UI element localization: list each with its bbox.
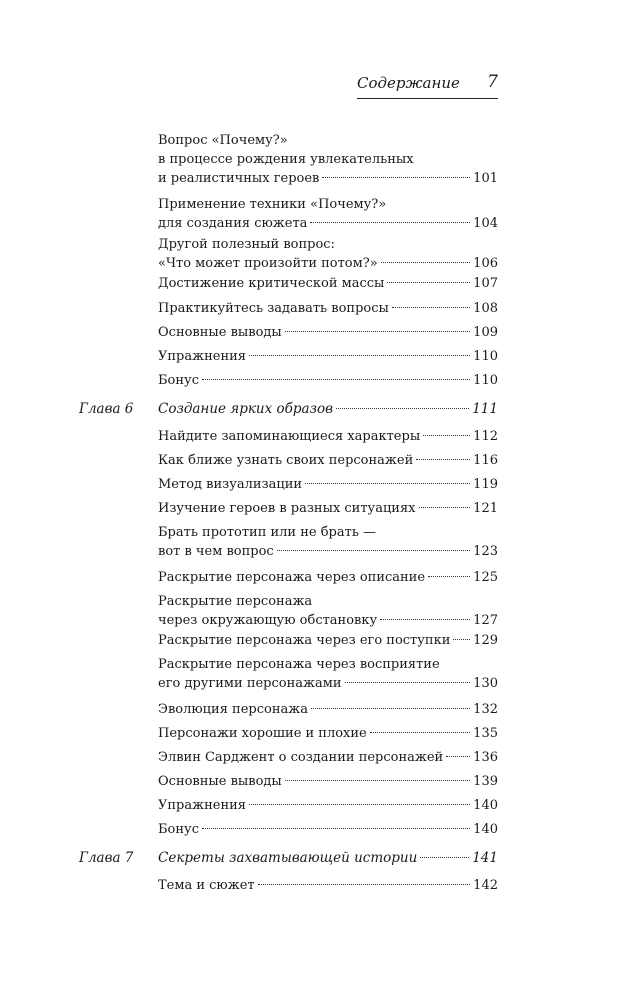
- toc-entry-text: Создание ярких образов: [158, 401, 333, 417]
- toc-entry-text: для создания сюжета: [158, 216, 308, 231]
- toc-page-number: 123: [473, 544, 498, 559]
- toc-entry-text: Метод визуализации: [158, 477, 303, 492]
- dot-leader: [381, 262, 471, 263]
- toc-entry[interactable]: [158, 655, 498, 693]
- toc-entry-text: Бонус: [158, 822, 199, 837]
- toc-page-number: 121: [473, 501, 498, 516]
- toc-entry[interactable]: [158, 195, 498, 233]
- dot-leader: [277, 550, 470, 551]
- running-head-title: Содержание: [357, 74, 460, 92]
- toc-entry[interactable]: [158, 235, 498, 273]
- toc-entry[interactable]: [158, 347, 498, 366]
- toc-entry-text: и реалистичных героев: [158, 171, 320, 186]
- toc-chapter-entry[interactable]: [158, 400, 498, 419]
- toc-page-number: 140: [473, 798, 498, 813]
- toc-entry[interactable]: [158, 299, 498, 318]
- toc-entry-text: Основные выводы: [158, 774, 282, 789]
- dot-leader: [419, 507, 471, 508]
- toc-entry-text: Персонажи хорошие и плохие: [158, 726, 367, 741]
- toc-page-number: 107: [473, 276, 498, 291]
- dot-leader: [285, 780, 470, 781]
- toc-entry-text: Раскрытие персонажа через его поступки: [158, 633, 451, 648]
- toc-page-number: 140: [473, 822, 498, 837]
- toc-entry[interactable]: [158, 631, 498, 650]
- toc-page-number: 141: [472, 850, 498, 866]
- dot-leader: [336, 408, 469, 409]
- toc-page-number: 104: [473, 216, 498, 231]
- toc-page-number: 142: [473, 878, 498, 893]
- dot-leader: [345, 682, 471, 683]
- toc-entry-text: Упражнения: [158, 349, 246, 364]
- toc-entry-text: Упражнения: [158, 798, 246, 813]
- toc-page-number: 135: [473, 726, 498, 741]
- toc-entry-text: Как ближе узнать своих персонажей: [158, 453, 414, 468]
- toc-page-number: 116: [473, 453, 498, 468]
- toc-entry[interactable]: [158, 371, 498, 390]
- dot-leader: [249, 355, 470, 356]
- dot-leader: [380, 619, 470, 620]
- toc-entry-text: Бонус: [158, 373, 199, 388]
- dot-leader: [416, 459, 470, 460]
- dot-leader: [423, 435, 470, 436]
- toc-entry[interactable]: [158, 820, 498, 839]
- toc-page-number: 110: [473, 373, 498, 388]
- toc-entry-text: Вопрос «Почему?»: [158, 133, 288, 148]
- toc-entry[interactable]: [158, 724, 498, 743]
- toc-entry[interactable]: [158, 131, 498, 188]
- dot-leader: [249, 804, 470, 805]
- toc-entry[interactable]: [158, 592, 498, 630]
- dot-leader: [453, 639, 470, 640]
- chapter-label: Глава 6: [79, 401, 134, 417]
- dot-leader: [202, 828, 470, 829]
- dot-leader: [305, 483, 470, 484]
- toc-entry-text: «Что может произойти потом?»: [158, 256, 378, 271]
- toc-page-number: 110: [473, 349, 498, 364]
- toc-entry[interactable]: [158, 451, 498, 470]
- toc-entry-text: Практикуйтесь задавать вопросы: [158, 301, 389, 316]
- toc-page-number: 119: [473, 477, 498, 492]
- toc-entry[interactable]: [158, 748, 498, 767]
- toc-entry-text: Раскрытие персонажа через восприятие: [158, 657, 440, 672]
- toc-entry-text: в процессе рождения увлекательных: [158, 152, 414, 167]
- toc-chapter-entry[interactable]: [158, 849, 498, 868]
- toc-entry-text: Найдите запоминающиеся характеры: [158, 429, 421, 444]
- dot-leader: [258, 884, 471, 885]
- toc-entry[interactable]: [158, 876, 498, 895]
- toc-entry[interactable]: [158, 568, 498, 587]
- toc-entry[interactable]: [158, 274, 498, 293]
- dot-leader: [387, 282, 470, 283]
- toc-entry[interactable]: [158, 523, 498, 561]
- toc-page-number: 112: [473, 429, 498, 444]
- toc-entry-text: Брать прототип или не брать —: [158, 525, 377, 540]
- dot-leader: [311, 708, 470, 709]
- chapter-label: Глава 7: [79, 850, 134, 866]
- toc-entry-text: Другой полезный вопрос:: [158, 237, 335, 252]
- page-number: 7: [487, 72, 498, 92]
- toc-entry-text: Применение техники «Почему?»: [158, 197, 387, 212]
- toc-page-number: 130: [473, 676, 498, 691]
- dot-leader: [420, 857, 469, 858]
- toc-entry-text: Основные выводы: [158, 325, 282, 340]
- toc-entry-text: Изучение героев в разных ситуациях: [158, 501, 416, 516]
- dot-leader: [392, 307, 470, 308]
- toc-page-number: 106: [473, 256, 498, 271]
- toc-page-number: 132: [473, 702, 498, 717]
- toc-entry[interactable]: [158, 772, 498, 791]
- dot-leader: [370, 732, 470, 733]
- toc-entry-text: его другими персонажами: [158, 676, 342, 691]
- toc-entry[interactable]: [158, 796, 498, 815]
- toc-page-number: 108: [473, 301, 498, 316]
- dot-leader: [310, 222, 470, 223]
- dot-leader: [202, 379, 470, 380]
- toc-entry[interactable]: [158, 475, 498, 494]
- toc-page-number: 136: [473, 750, 498, 765]
- toc-page-number: 129: [473, 633, 498, 648]
- toc-entry-text: Эволюция персонажа: [158, 702, 308, 717]
- dot-leader: [285, 331, 470, 332]
- toc-page-number: 139: [473, 774, 498, 789]
- toc-page-number: 125: [473, 570, 498, 585]
- toc-page-number: 109: [473, 325, 498, 340]
- toc-entry-text: Достижение критической массы: [158, 276, 385, 291]
- toc-entry[interactable]: [158, 323, 498, 342]
- toc-page-number: 111: [472, 401, 498, 417]
- toc-entry-text: Раскрытие персонажа: [158, 594, 313, 609]
- toc-entry-text: Тема и сюжет: [158, 878, 255, 893]
- dot-leader: [446, 756, 470, 757]
- toc-entry[interactable]: [158, 427, 498, 446]
- toc-page-number: 127: [473, 613, 498, 628]
- toc-entry-text: Элвин Сарджент о создании персонажей: [158, 750, 444, 765]
- toc-entry[interactable]: [158, 700, 498, 719]
- dot-leader: [322, 177, 470, 178]
- toc-entry-text: Раскрытие персонажа через описание: [158, 570, 426, 585]
- toc-page-number: 101: [473, 171, 498, 186]
- dot-leader: [428, 576, 470, 577]
- toc-entry-text: вот в чем вопрос: [158, 544, 274, 559]
- toc-entry-text: Секреты захватывающей истории: [158, 850, 418, 866]
- toc-entry[interactable]: [158, 499, 498, 518]
- toc-entry-text: через окружающую обстановку: [158, 613, 378, 628]
